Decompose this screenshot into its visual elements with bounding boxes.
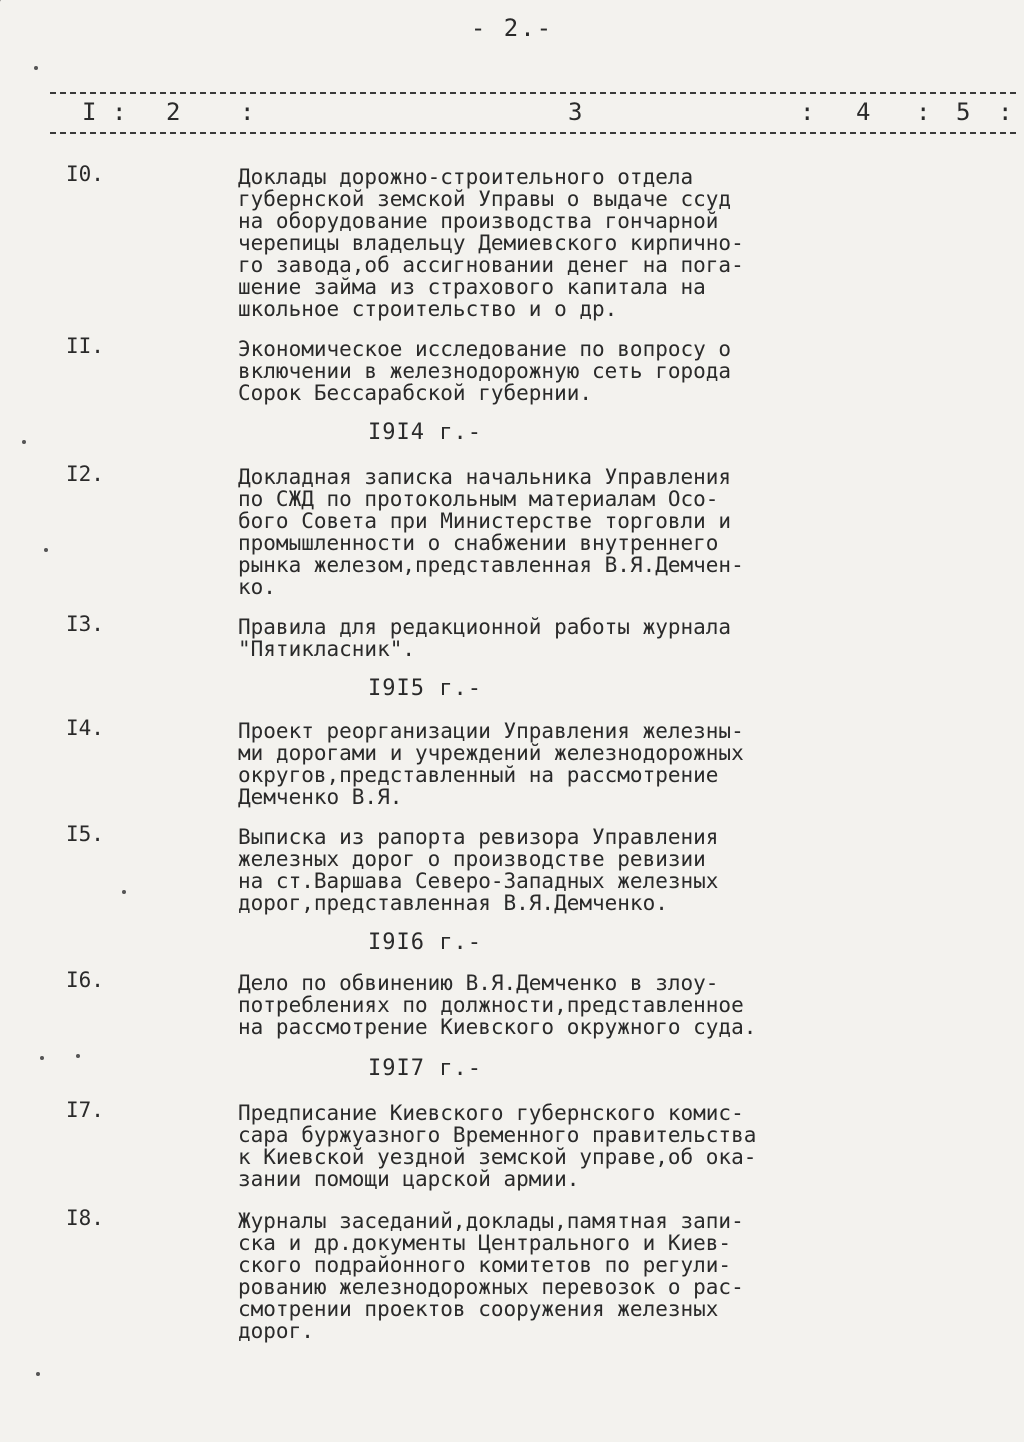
entry-number: I8.: [66, 1206, 104, 1230]
year-heading: I9I6 г.-: [368, 930, 482, 955]
scan-speck: [122, 890, 126, 894]
year-heading: I9I7 г.-: [368, 1056, 482, 1081]
entry-text: Правила для редакционной работы журнала "Пятикласник".: [238, 615, 732, 661]
entry-text: Журналы заседаний,доклады,памятная запи- ска и др.документы Центрального и Киев- ского подрайонного комитетов по регули- рованию железнодорожных перевозок о рас- смотрении проектов сооружения железных дорог.: [238, 1209, 744, 1343]
entry-number: I7.: [66, 1098, 104, 1122]
column-2-label: 2: [166, 98, 181, 126]
column-separator: :: [916, 98, 931, 126]
column-5-label: 5: [956, 98, 971, 126]
column-separator: :: [240, 98, 255, 126]
column-1-label: I: [82, 98, 97, 126]
entry-number: I4.: [66, 716, 104, 740]
entry-text: Экономическое исследование по вопросу о включении в железнодорожную сеть города Сорок Бессарабской губернии.: [238, 337, 732, 405]
column-separator: :: [112, 98, 127, 126]
scan-speck: [76, 1054, 80, 1058]
column-separator: :: [800, 98, 815, 126]
scan-speck: [44, 548, 48, 552]
scan-speck: [34, 66, 38, 70]
header-rule-top: [50, 92, 1016, 94]
scan-speck: [40, 1056, 44, 1060]
header-rule-bottom: [50, 132, 1016, 134]
entry-text: Проект реорганизации Управления железны- ми дорогами и учреждений железнодорожных округов,представленный на рассмотрение Демченко В.Я.: [238, 719, 744, 809]
entry-text: Предписание Киевского губернского комис- сара буржуазного Временного правительства к Киевской уездной земской управе,об ока- зании помощи царской армии.: [238, 1101, 757, 1191]
scan-speck: [22, 440, 26, 444]
entry-number: I3.: [66, 612, 104, 636]
entry-number: II.: [66, 334, 104, 358]
column-3-label: 3: [568, 98, 583, 126]
entry-number: I5.: [66, 822, 104, 846]
entry-text: Доклады дорожно-строительного отдела губернской земской Управы о выдаче ссуд на оборудование производства гончарной черепицы владельцу Демиевского кирпично- го завода,об ассигновании денег на пога- шение займа из страхового капитала на школьное строительство и о др.: [238, 165, 744, 321]
entry-text: Докладная записка начальника Управления по СЖД по протокольным материалам Осо- бого Совета при Министерстве торговли и промышленности о снабжении внутреннего рынка железом,представленная В.Я.Демчен- ко.: [238, 465, 744, 599]
entry-text: Выписка из рапорта ревизора Управления железных дорог о производстве ревизии на ст.Варшава Северо-Западных железных дорог,представленная В.Я.Демченко.: [238, 825, 719, 915]
entry-number: I6.: [66, 968, 104, 992]
entry-text: Дело по обвинению В.Я.Демченко в злоу- потреблениях по должности,представленное на рассмотрение Киевского окружного суда.: [238, 971, 757, 1039]
column-header-row: [0, 98, 1024, 130]
column-separator: :: [998, 98, 1013, 126]
entry-number: I2.: [66, 462, 104, 486]
year-heading: I9I4 г.-: [368, 420, 482, 445]
scan-speck: [36, 1372, 40, 1376]
column-4-label: 4: [856, 98, 871, 126]
year-heading: I9I5 г.-: [368, 676, 482, 701]
entry-number: I0.: [66, 162, 104, 186]
page-number: - 2.-: [470, 14, 554, 42]
